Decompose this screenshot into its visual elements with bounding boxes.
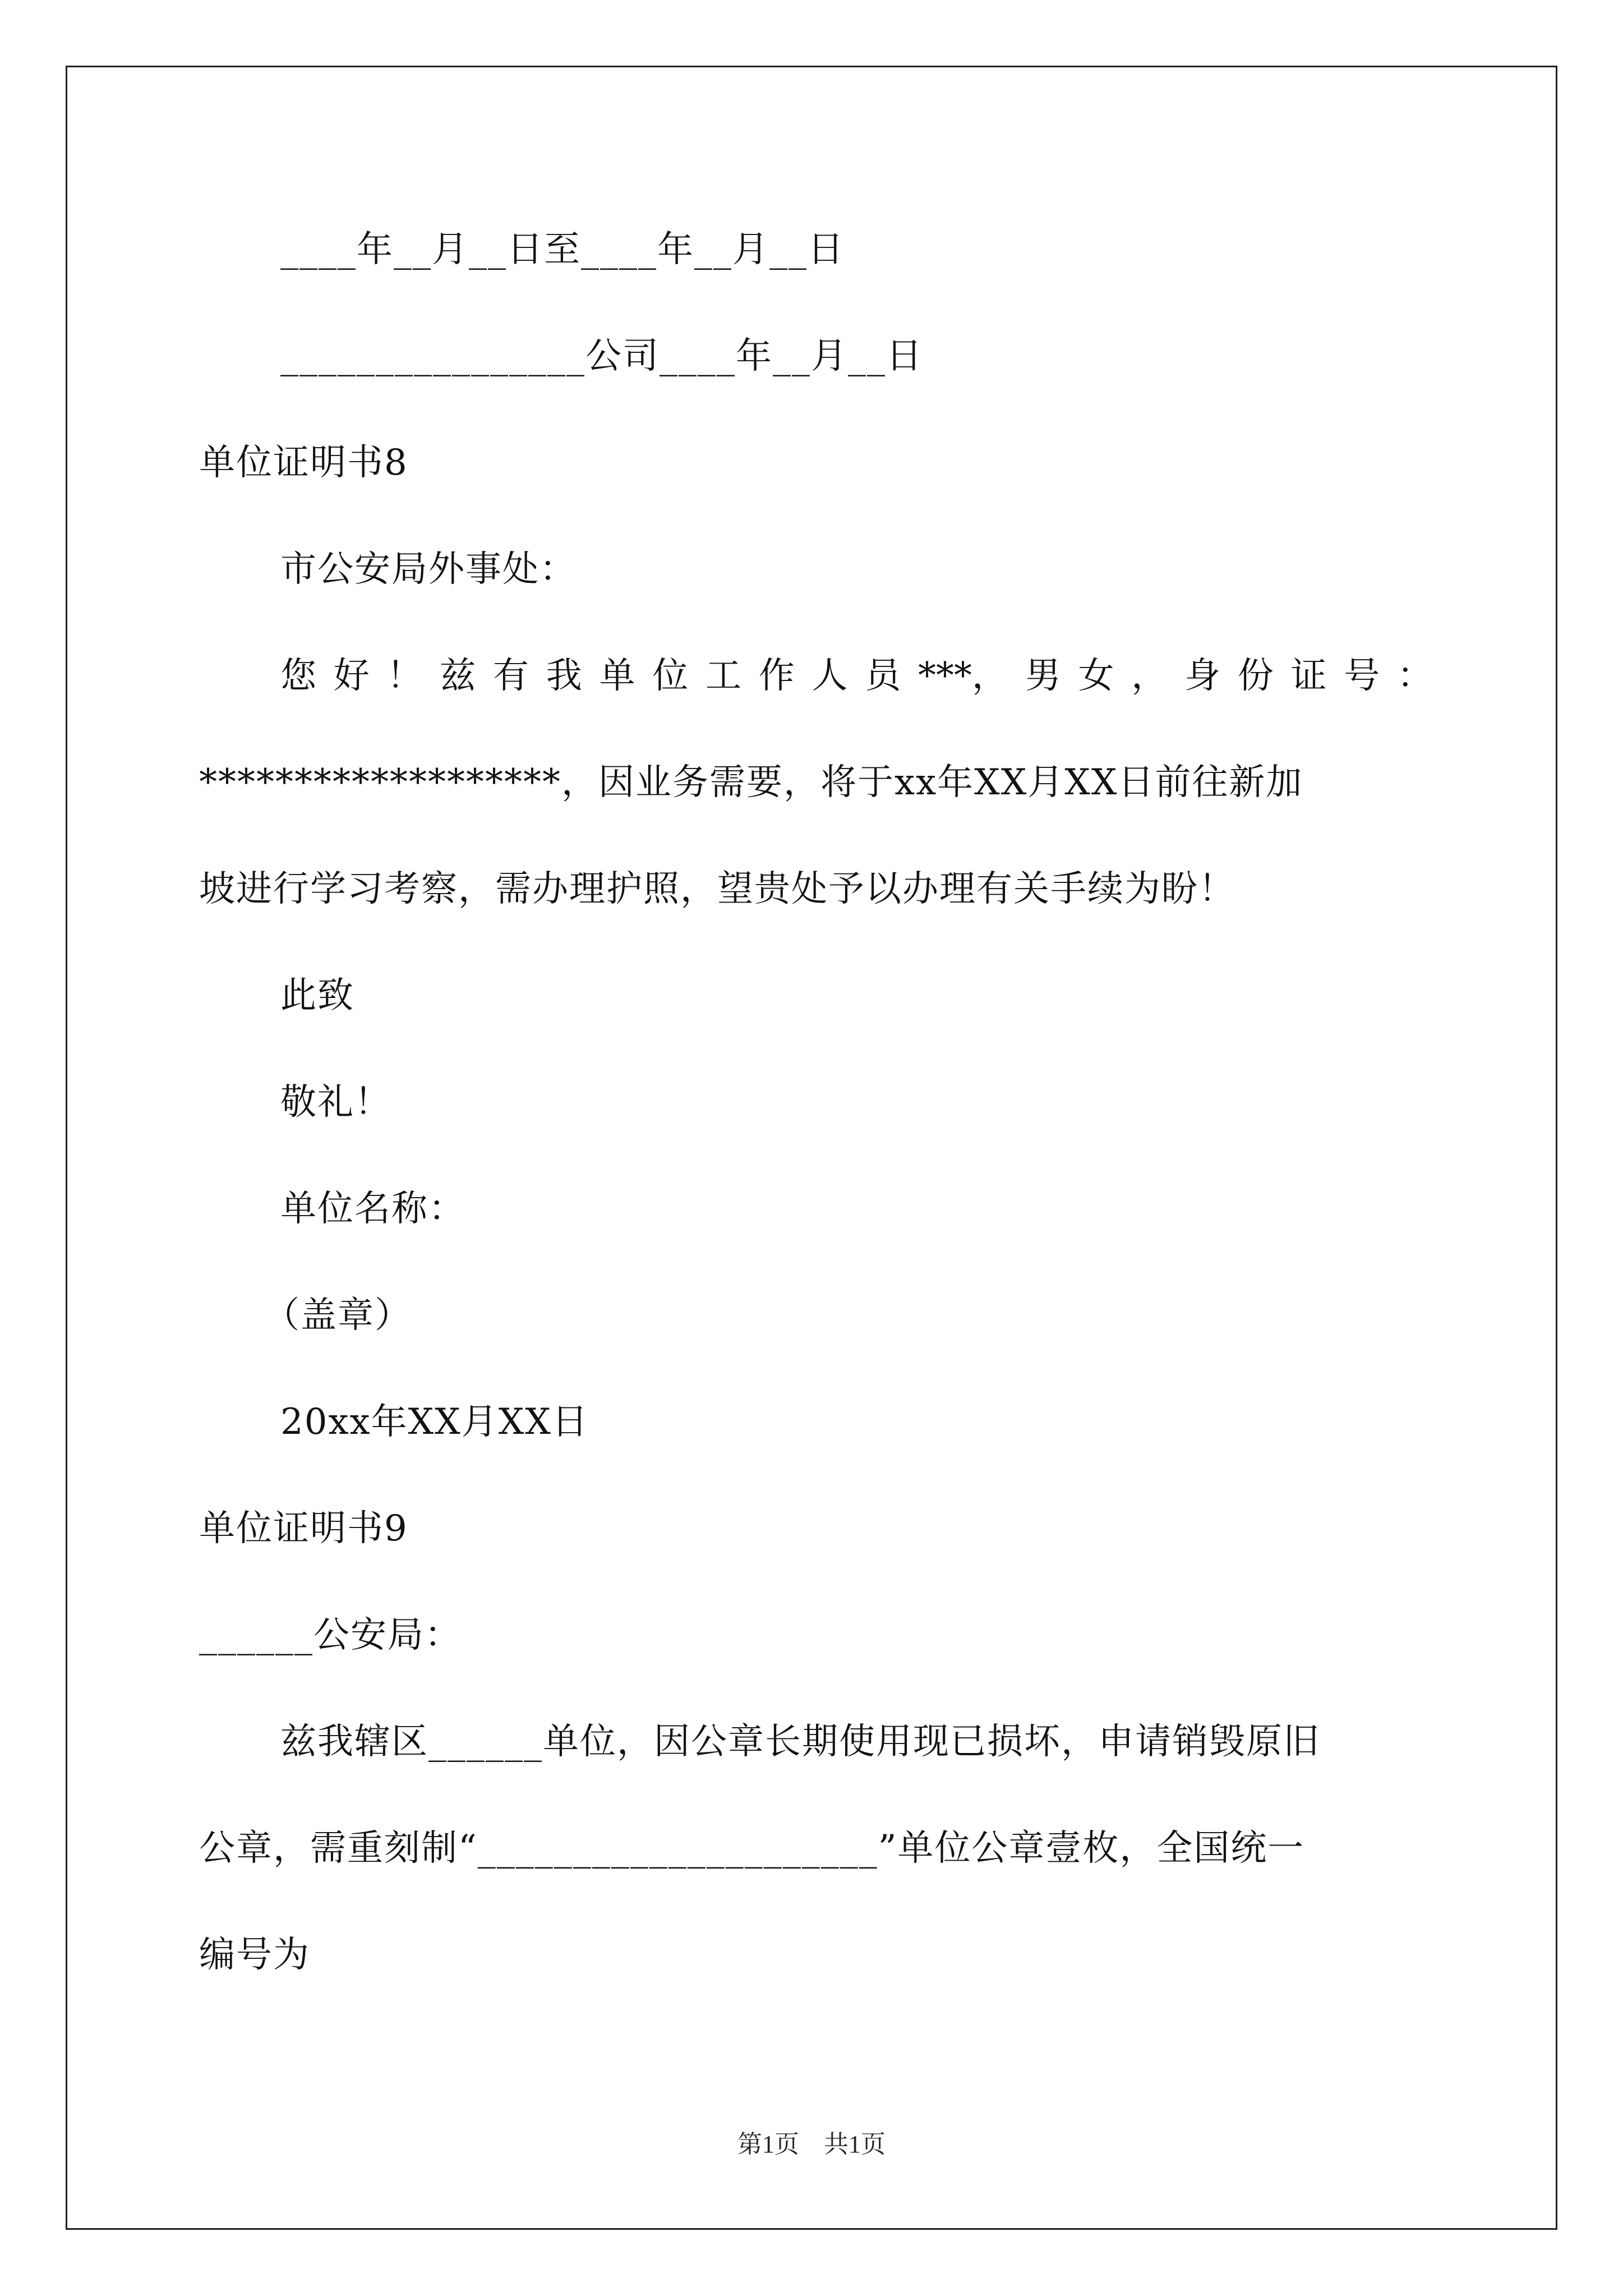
unit-name-label: 单位名称： bbox=[280, 1188, 465, 1230]
greeting-char: 人 bbox=[811, 655, 848, 697]
greeting-char: 有 bbox=[493, 655, 529, 697]
greeting-char: 单 bbox=[599, 655, 635, 697]
greeting-char: 我 bbox=[546, 655, 582, 697]
closing-jingli: 敬礼！ bbox=[280, 1082, 391, 1123]
greeting-char: 男 bbox=[1025, 655, 1061, 697]
section-heading-9: 单位证明书9 bbox=[199, 1508, 408, 1549]
greeting-char: ： bbox=[1397, 655, 1433, 697]
page-border bbox=[66, 66, 1557, 2230]
body-line-number: 编号为 bbox=[199, 1934, 310, 1976]
signature-date: 20xx年XX月XX日 bbox=[280, 1401, 589, 1443]
company-date-line: ________________公司____年__月__日 bbox=[280, 335, 923, 377]
letter-recipient: 市公安局外事处： bbox=[280, 549, 577, 590]
body-line-reengrave: 公章，需重刻制“_____________________”单位公章壹枚，全国统一 bbox=[199, 1828, 1305, 1869]
greeting-char: 好 bbox=[333, 655, 370, 697]
greeting-char: 身 bbox=[1184, 655, 1220, 697]
letter-recipient-police: ______公安局： bbox=[199, 1614, 462, 1656]
greeting-char: ！ bbox=[386, 655, 423, 697]
greeting-char: ***， bbox=[918, 655, 1008, 697]
greeting-char: 证 bbox=[1290, 655, 1327, 697]
body-line-request: 坡进行学习考察，需办理护照，望贵处予以办理有关手续为盼！ bbox=[199, 868, 1235, 910]
body-line-id: *******************，因业务需要，将于xx年XX月XX日前往新加 bbox=[199, 762, 1303, 803]
greeting-line bbox=[280, 654, 1433, 698]
greeting-char: 工 bbox=[706, 655, 741, 697]
page-footer: 第1页 共1页 bbox=[737, 2131, 886, 2158]
seal-label: （盖章） bbox=[264, 1295, 412, 1336]
greeting-char: 作 bbox=[758, 655, 795, 697]
greeting-char: 位 bbox=[652, 655, 689, 697]
greeting-char: 号 bbox=[1344, 655, 1380, 697]
date-range-line: ____年__月__日至____年__月__日 bbox=[280, 229, 845, 270]
greeting-char: ， bbox=[1131, 655, 1168, 697]
body-line-seal-damaged: 兹我辖区______单位，因公章长期使用现已损坏，申请销毁原旧 bbox=[280, 1721, 1320, 1763]
closing-zhici: 此致 bbox=[280, 975, 354, 1016]
greeting-char: 您 bbox=[280, 655, 316, 697]
greeting-char: 女 bbox=[1078, 655, 1114, 697]
greeting-char: 份 bbox=[1237, 655, 1274, 697]
section-heading-8: 单位证明书8 bbox=[199, 442, 408, 484]
greeting-char: 兹 bbox=[440, 655, 476, 697]
greeting-char: 员 bbox=[865, 655, 901, 697]
